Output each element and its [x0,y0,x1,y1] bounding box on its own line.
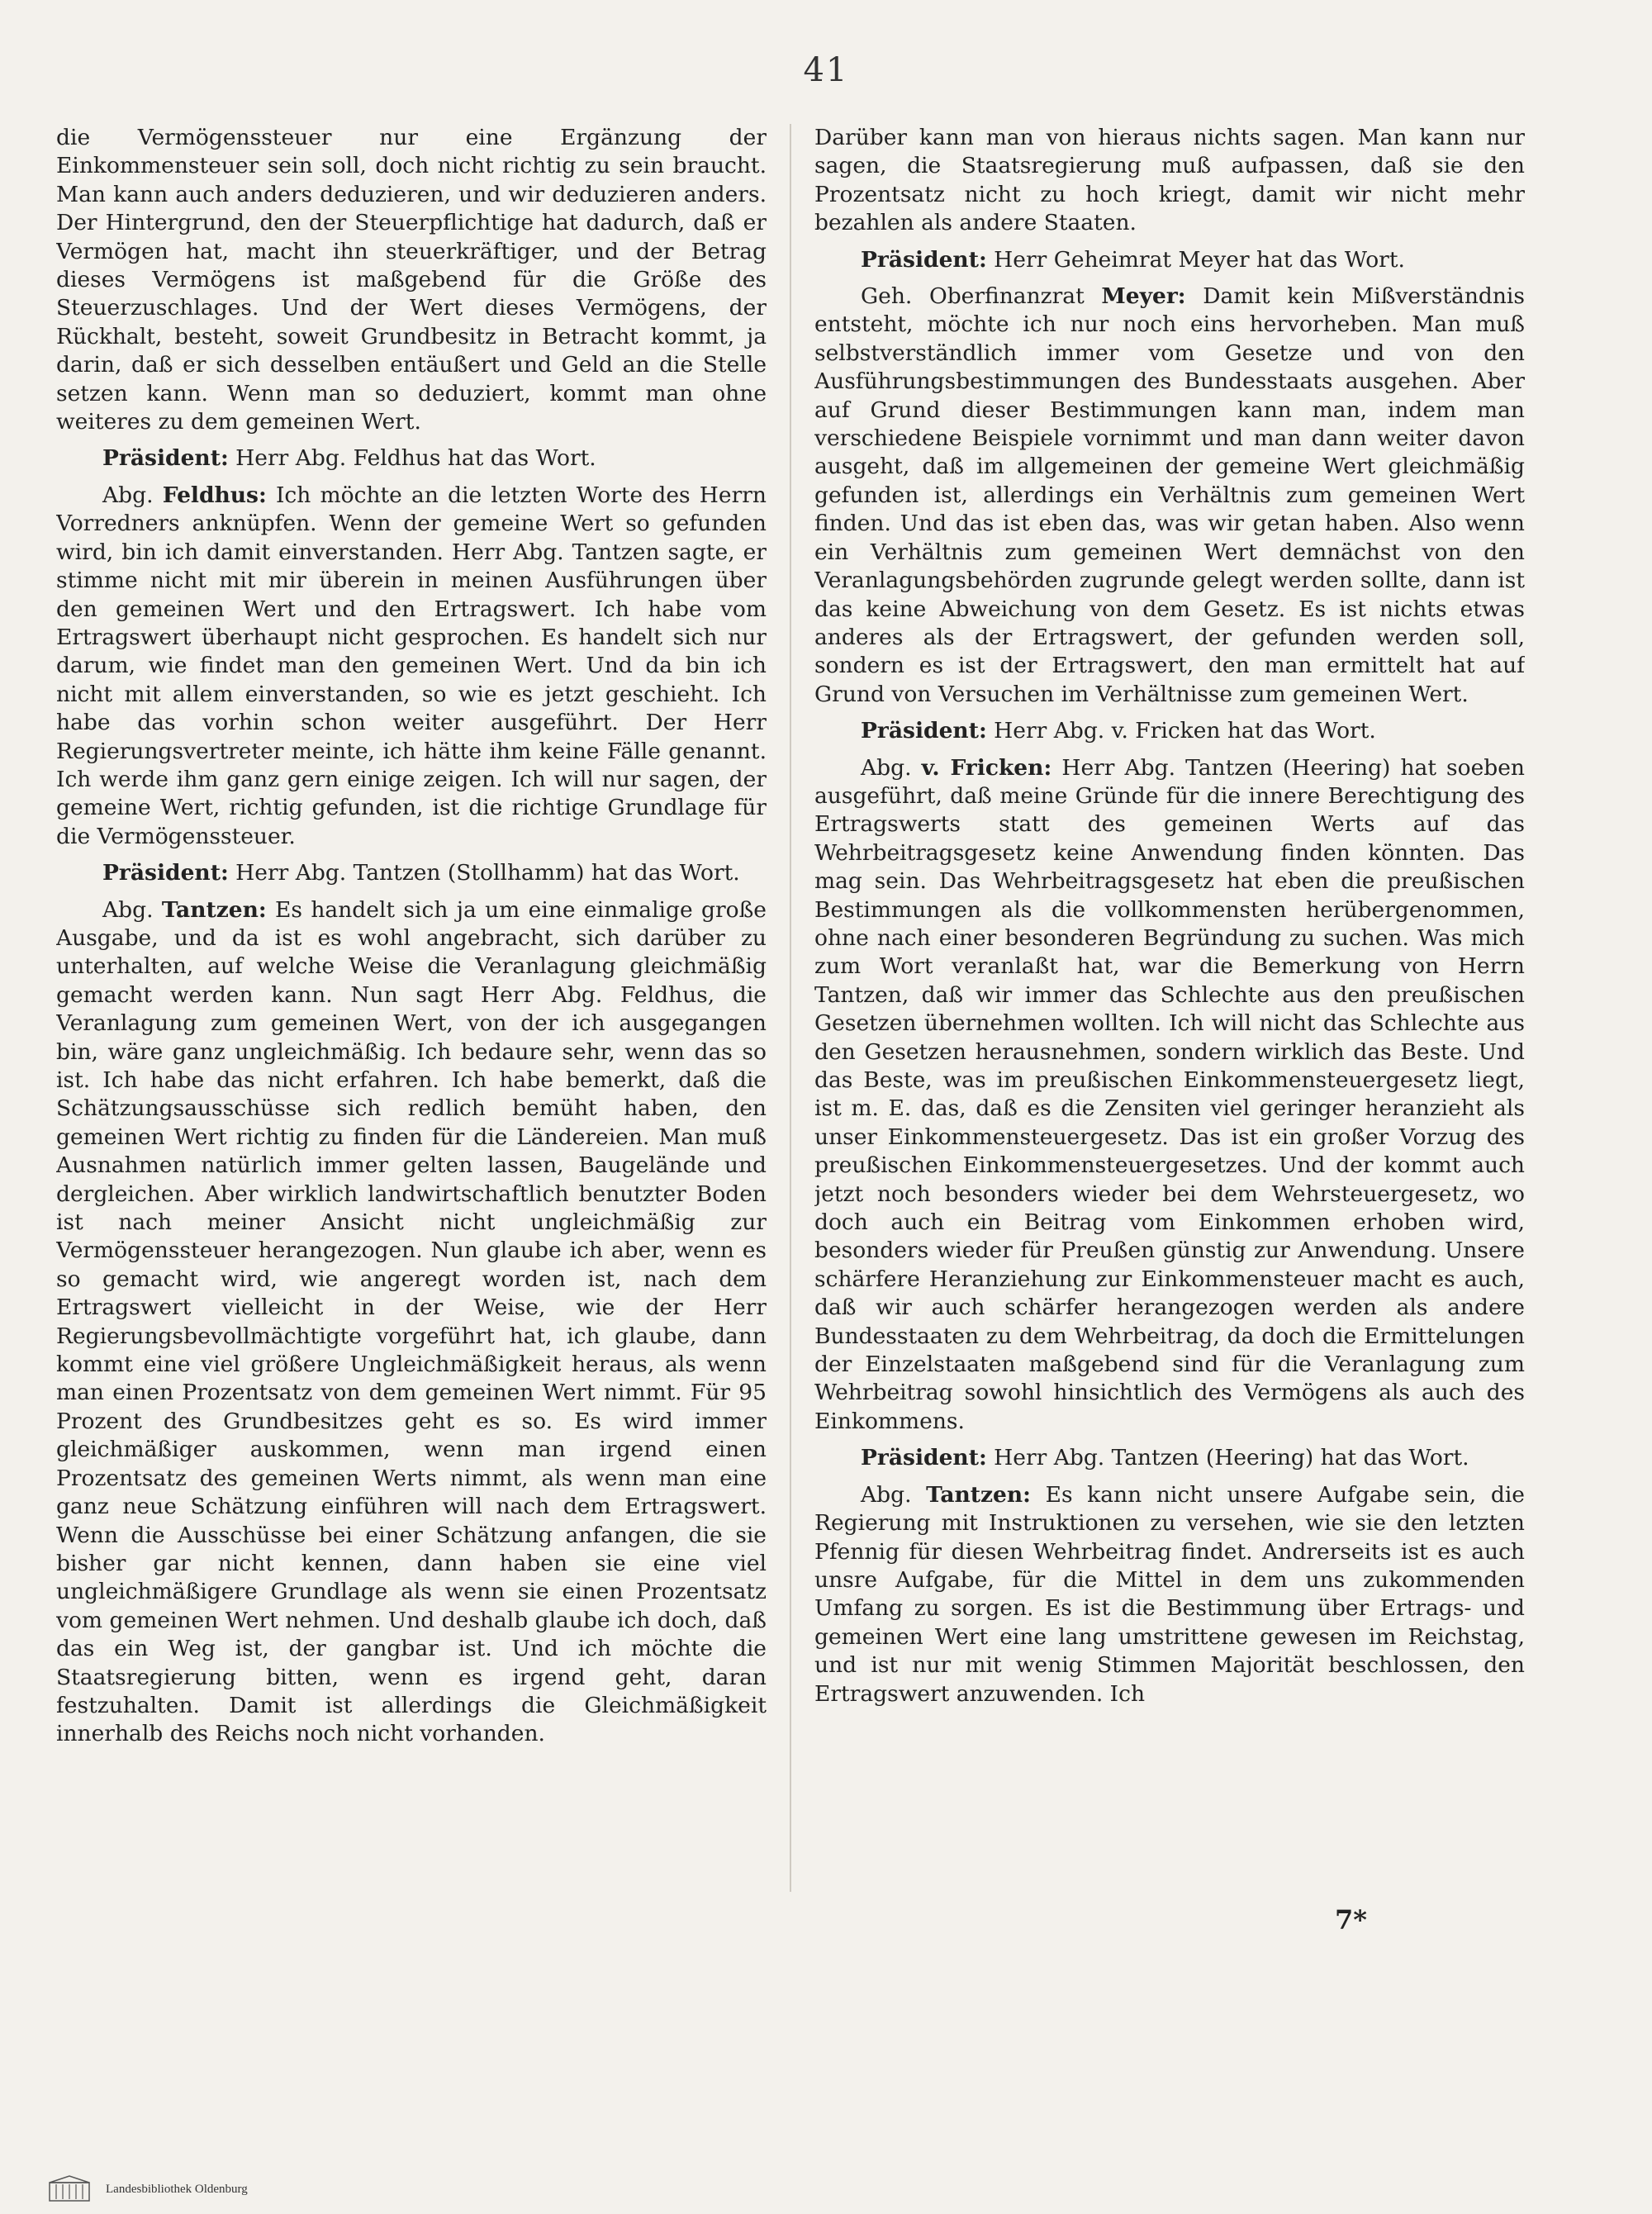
speech-paragraph: Abg. Tantzen: Es handelt sich ja um eine einmalige große Ausgabe, und da ist es wohl angebracht, sich darüber zu unterhalten, auf welche Weise die Veranlagung gleichmäßig gemacht werden kann. Nun sagt Herr Abg. Feldhus, die Veranlagung zum gemeinen Wert, von der ich ausgegangen bin, wäre ganz ungleichmäßig. Ich bedaure sehr, wenn das so ist. Ich habe das nicht erfahren. Ich habe bemerkt, daß die Schätzungsausschüsse sich redlich bemüht haben, den gemeinen Wert richtig zu finden für die Ländereien. Man muß Ausnahmen natürlich immer gelten lassen, Baugelände und dergleichen. Aber wirklich landwirtschaftlich benutzter Boden ist nach meiner Ansicht nicht ungleichmäßig zur Vermögenssteuer herangezogen. Nun glaube ich aber, wenn es so gemacht wird, wie angeregt worden ist, nach dem Ertragswert vielleicht in der Weise, wie der Herr Regierungsbevollmächtigte vorgeführt hat, ich glaube, dann kommt eine viel größere Ungleichmäßigkeit heraus, als wenn man einen Prozentsatz von dem gemeinen Wert nimmt. Für 95 Prozent des Grundbesitzes geht es so. Es wird immer gleichmäßiger auskommen, wenn man irgend einen Prozentsatz des gemeinen Werts nimmt, als wenn man eine ganz neue Schätzung einführen will nach dem Ertragswert. Wenn die Ausschüsse bei einer Schätzung anfangen, die sie bisher gar nicht kennen, dann haben sie eine viel ungleichmäßigere Grundlage als wenn sie einen Prozentsatz vom gemeinen Wert nehmen. Und deshalb glaube ich doch, daß das ein Weg ist, der gangbar ist. Und ich möchte die Staatsregierung bitten, wenn es irgend geht, daran festzuhalten. Damit ist allerdings die Gleichmäßigkeit innerhalb des Reichs noch nicht vorhanden. [56,896,767,1747]
paragraph: die Vermögenssteuer nur eine Ergänzung der Einkommensteuer sein soll, doch nicht richtig zu sein braucht. Man kann auch anders deduzieren, und wir deduzieren anders. Der Hintergrund, den der Steuerpflichtige hat dadurch, daß er Vermögen hat, macht ihn steuerkräftiger, und der Betrag dieses Vermögens ist maßgebend für die Größe des Steuerzuschlages. Und der Wert dieses Vermögens, der Rückhalt, besteht, soweit Grundbesitz in Betracht kommt, ja darin, daß er sich desselben entäußert und Geld an die Stelle setzen kann. Wenn man so deduziert, kommt man ohne weiteres zu dem gemeinen Wert. [56,125,767,435]
right-column [814,124,1525,1892]
speaker-announcement: Präsident: Herr Geheimrat Meyer hat das Wort. [861,246,1405,273]
speech-paragraph: Abg. v. Fricken: Herr Abg. Tantzen (Heering) hat soeben ausgeführt, daß meine Gründe für die innere Berechtigung des Ertragswerts statt des gemeinen Werts auf das Wehrbeitragsgesetz keine Anwendung finden könnten. Das mag sein. Das Wehrbeitragsgesetz hat eben die preußischen Bestimmungen als die vollkommensten herübergenommen, ohne nach einer besonderen Begründung zu suchen. Was mich zum Wort veranlaßt hat, war die Bemerkung von Herrn Tantzen, daß wir immer das Schlechte aus den preußischen Gesetzen übernehmen wollten. Ich will nicht das Schlechte aus den Gesetzen herausnehmen, sondern wirklich das Beste. Und das Beste, was im preußischen Einkommensteuergesetz liegt, ist m. E. das, daß es die Zensiten viel geringer heranzieht als unser Einkommensteuergesetz. Das ist ein großer Vorzug des preußischen Einkommensteuergesetzes. Und der kommt auch jetzt noch besonders wieder bei dem Wehrsteuergesetz, wo doch auch ein Beitrag vom Einkommen erhoben wird, besonders wieder für Preußen günstig zur Anwendung. Unsere schärfere Heranziehung zur Einkommensteuer macht es auch, daß wir auch schärfer herangezogen werden als andere Bundesstaaten zu dem Wehrbeitrag, da doch die Ermittelungen der Einzelstaaten maßgebend sind für die Veranlagung zum Wehrbeitrag sowohl hinsichtlich des Vermögens als auch des Einkommens. [814,754,1525,1434]
footer [0,2164,1652,2214]
speech-paragraph: Geh. Oberfinanzrat Meyer: Damit kein Mißverständnis entsteht, möchte ich nur noch eins hervorheben. Man muß selbstverständlich immer vom Gesetze und von den Ausführungsbestimmungen des Bundesstaats ausgehen. Aber auf Grund dieser Bestimmungen kann man, indem man verschiedene Beispiele vornimmt und man dann weiter davon ausgeht, daß im allgemeinen der gemeine Wert gleichmäßig gefunden ist, allerdings ein Verhältnis zum gemeinen Wert finden. Und das ist eben das, was wir getan haben. Also wenn ein Verhältnis zum gemeinen Wert demnächst von den Veranlagungsbehörden zugrunde gelegt werden sollte, dann ist das keine Abweichung von dem Gesetz. Es ist nichts etwas anderes als der Ertragswert, der gefunden werden soll, sondern es ist der Ertragswert, den man ermittelt hat auf Grund von Versuchen im Verhältnisse zum gemeinen Wert. [814,283,1525,707]
paragraph: Darüber kann man von hieraus nichts sagen. Man kann nur sagen, die Staatsregierung muß aufpassen, daß sie den Prozentsatz nicht zu hoch kriegt, damit wir nicht mehr bezahlen als andere Staaten. [814,125,1525,236]
column-divider [790,124,791,1892]
speaker-announcement: Präsident: Herr Abg. Tantzen (Heering) hat das Wort. [861,1445,1469,1471]
signature-mark: 7* [1335,1904,1367,1936]
library-building-icon [48,2174,91,2202]
library-name: Landesbibliothek Oldenburg [106,2183,248,2196]
speech-paragraph: Abg. Feldhus: Ich möchte an die letzten Worte des Herrn Vorredners anknüpfen. Wenn der gemeine Wert so gefunden wird, bin ich damit einverstanden. Herr Abg. Tantzen sagte, er stimme nicht mit mir überein in meinen Ausführungen über den gemeinen Wert und den Ertragswert. Ich habe vom Ertragswert überhaupt nicht gesprochen. Es handelt sich nur darum, wie findet man den gemeinen Wert. Und da bin ich nicht mit allem einverstanden, so wie es jetzt geschieht. Ich habe das vorhin schon weiter ausgeführt. Der Herr Regierungsvertreter meinte, ich hätte ihm keine Fälle genannt. Ich werde ihm ganz gern einige zeigen. Ich will nur sagen, der gemeine Wert, richtig gefunden, ist die richtige Grundlage für die Vermögenssteuer. [56,482,767,849]
speech-paragraph: Abg. Tantzen: Es kann nicht unsere Aufgabe sein, die Regierung mit Instruktionen zu versehen, wie sie den letzten Pfennig für diesen Wehrbeitrag findet. Andrerseits ist es auch unsre Aufgabe, für die Mittel in dem uns zukommenden Umfang zu sorgen. Es ist die Bestimmung über Ertrags- und gemeinen Wert eine lang umstrittene gewesen im Reichstag, und ist nur mit wenig Stimmen Majorität beschlossen, den Ertragswert anzuwenden. Ich [814,1481,1525,1707]
speaker-announcement: Präsident: Herr Abg. v. Fricken hat das Wort. [861,718,1376,744]
speaker-announcement: Präsident: Herr Abg. Feldhus hat das Wort. [102,445,596,472]
page-number: 41 [803,51,849,89]
left-column [56,124,767,1892]
speaker-announcement: Präsident: Herr Abg. Tantzen (Stollhamm) hat das Wort. [102,860,740,886]
